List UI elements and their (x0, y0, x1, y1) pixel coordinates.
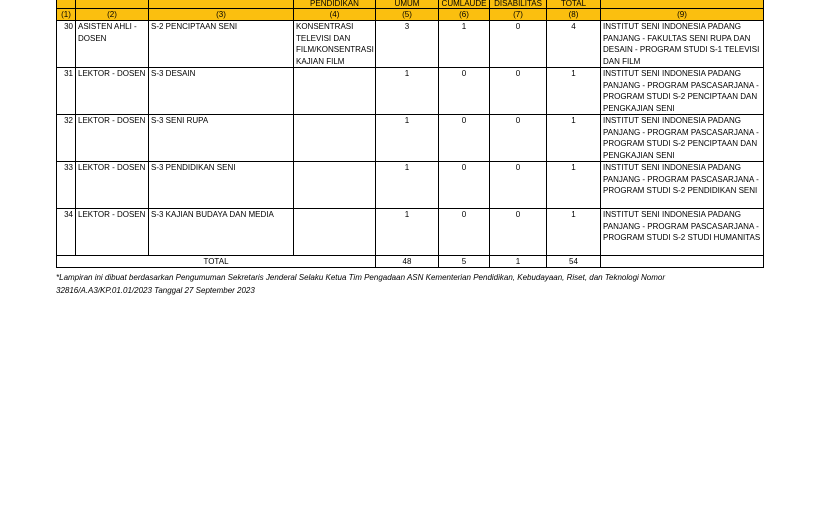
umum-cell: 1 (376, 209, 439, 256)
jabatan-cell (76, 68, 149, 115)
pendidikan-cell (294, 115, 376, 162)
unit-line: PENGKAJIAN SENI (603, 103, 675, 113)
cumlaude-cell: 0 (439, 68, 490, 115)
umum-cell: 1 (376, 162, 439, 209)
program-line: S-3 PENDIDIKAN SENI (151, 163, 236, 172)
program-line: S-3 KAJIAN BUDAYA DAN MEDIA (151, 210, 274, 219)
unit-line: INSTITUT SENI INDONESIA PADANG (603, 163, 741, 172)
unit-line: PANJANG - PROGRAM PASCASARJANA - (603, 80, 759, 90)
program-line: S-3 DESAIN (151, 69, 196, 78)
header-cell (601, 0, 764, 9)
header-number: (2) (76, 9, 149, 21)
jabatan-line: LEKTOR - DOSEN (78, 210, 146, 219)
pendidikan-cell (294, 21, 376, 68)
header-umum: UMUM (376, 0, 439, 9)
unit-line: DESAIN - PROGRAM STUDI S-1 TELEVISI (603, 45, 760, 54)
row-number: 30 (57, 21, 76, 68)
total-cell: 1 (547, 68, 601, 115)
pendidikan-line: KONSENTRASI (296, 22, 354, 31)
header-row-labels (57, 0, 764, 9)
formation-document (56, 0, 763, 268)
unit-cell (601, 21, 764, 68)
unit-line: PANJANG - PROGRAM PASCASARJANA - (603, 127, 759, 137)
pendidikan-line: FILM/KONSENTRASI (296, 45, 374, 54)
pendidikan-cell (294, 68, 376, 115)
jabatan-line: DOSEN (78, 33, 107, 43)
unit-line: INSTITUT SENI INDONESIA PADANG (603, 69, 741, 78)
disabilitas-cell: 0 (490, 21, 547, 68)
unit-line: PANJANG - PROGRAM PASCASARJANA - (603, 174, 759, 184)
table-row (57, 21, 764, 68)
table-row (57, 162, 764, 209)
unit-line: PROGRAM STUDI S-2 PENDIDIKAN SENI (603, 186, 758, 195)
header-number: (6) (439, 9, 490, 21)
unit-line: PANJANG - FAKULTAS SENI RUPA DAN (603, 33, 751, 43)
total-cumlaude: 5 (439, 256, 490, 268)
table-row (57, 209, 764, 256)
jabatan-line: LEKTOR - DOSEN (78, 116, 146, 125)
row-number: 32 (57, 115, 76, 162)
header-row-numbers (57, 9, 764, 21)
cumlaude-cell: 1 (439, 21, 490, 68)
header-number: (5) (376, 9, 439, 21)
footnote-line: 32816/A.A3/KP.01.01/2023 Tanggal 27 September 2023 (56, 285, 255, 295)
row-number: 34 (57, 209, 76, 256)
program-cell (149, 115, 294, 162)
disabilitas-cell: 0 (490, 115, 547, 162)
total-disabilitas: 1 (490, 256, 547, 268)
header-cell (76, 0, 149, 9)
jabatan-cell (76, 162, 149, 209)
unit-cell (601, 68, 764, 115)
unit-line: PROGRAM STUDI S-2 PENCIPTAAN DAN (603, 92, 758, 101)
jabatan-line: ASISTEN AHLI - (78, 22, 137, 31)
header-number: (3) (149, 9, 294, 21)
jabatan-cell (76, 209, 149, 256)
total-umum: 48 (376, 256, 439, 268)
header-number: (1) (57, 9, 76, 21)
header-number: (7) (490, 9, 547, 21)
umum-cell: 1 (376, 115, 439, 162)
unit-line: INSTITUT SENI INDONESIA PADANG (603, 116, 741, 125)
total-cell: 1 (547, 209, 601, 256)
header-pendidikan: PENDIDIKAN (294, 0, 376, 9)
jabatan-cell (76, 115, 149, 162)
program-cell (149, 21, 294, 68)
disabilitas-cell: 0 (490, 68, 547, 115)
program-cell (149, 68, 294, 115)
cumlaude-cell: 0 (439, 115, 490, 162)
jabatan-cell (76, 21, 149, 68)
jabatan-line: LEKTOR - DOSEN (78, 163, 146, 172)
total-unit-empty (601, 256, 764, 268)
program-line: S-2 PENCIPTAAN SENI (151, 22, 238, 31)
row-number: 31 (57, 68, 76, 115)
header-total: TOTAL (547, 0, 601, 9)
cumlaude-cell: 0 (439, 162, 490, 209)
total-row (57, 256, 764, 268)
unit-line: INSTITUT SENI INDONESIA PADANG (603, 22, 741, 31)
pendidikan-cell (294, 162, 376, 209)
cumlaude-cell: 0 (439, 209, 490, 256)
table-row (57, 115, 764, 162)
disabilitas-cell: 0 (490, 209, 547, 256)
table-row (57, 68, 764, 115)
unit-line: PROGRAM STUDI S-2 STUDI HUMANITAS (603, 233, 761, 242)
header-number: (9) (601, 9, 764, 21)
pendidikan-cell (294, 209, 376, 256)
pendidikan-line: TELEVISI DAN (296, 33, 351, 43)
header-number: (8) (547, 9, 601, 21)
unit-line: PENGKAJIAN SENI (603, 150, 675, 160)
header-cell (149, 0, 294, 9)
header-disabilitas: DISABILITAS (490, 0, 547, 9)
total-cell: 1 (547, 115, 601, 162)
unit-line: PROGRAM STUDI S-2 PENCIPTAAN DAN (603, 139, 758, 148)
unit-line: INSTITUT SENI INDONESIA PADANG (603, 210, 741, 219)
unit-cell (601, 115, 764, 162)
footnote-line: *Lampiran ini dibuat berdasarkan Pengumuman Sekretaris Jenderal Selaku Ketua Tim Pengadaan ASN Kementerian Pendidikan, Kebudayaan, Riset, dan Teknologi Nomor (56, 273, 666, 282)
total-cell: 4 (547, 21, 601, 68)
program-cell (149, 209, 294, 256)
pendidikan-line: KAJIAN FILM (296, 56, 345, 66)
total-cell: 1 (547, 162, 601, 209)
header-cell (57, 0, 76, 9)
program-line: S-3 SENI RUPA (151, 116, 209, 125)
disabilitas-cell: 0 (490, 162, 547, 209)
program-cell (149, 162, 294, 209)
unit-cell (601, 209, 764, 256)
jabatan-line: LEKTOR - DOSEN (78, 69, 146, 78)
unit-cell (601, 162, 764, 209)
total-total: 54 (547, 256, 601, 268)
row-number: 33 (57, 162, 76, 209)
total-label: TOTAL (57, 256, 376, 268)
header-number: (4) (294, 9, 376, 21)
umum-cell: 1 (376, 68, 439, 115)
unit-line: PANJANG - PROGRAM PASCASARJANA - (603, 221, 759, 231)
formation-table (56, 0, 764, 268)
unit-line: DAN FILM (603, 56, 641, 66)
footnote (56, 272, 756, 297)
umum-cell: 3 (376, 21, 439, 68)
header-cumlaude: CUMLAUDE (439, 0, 490, 9)
